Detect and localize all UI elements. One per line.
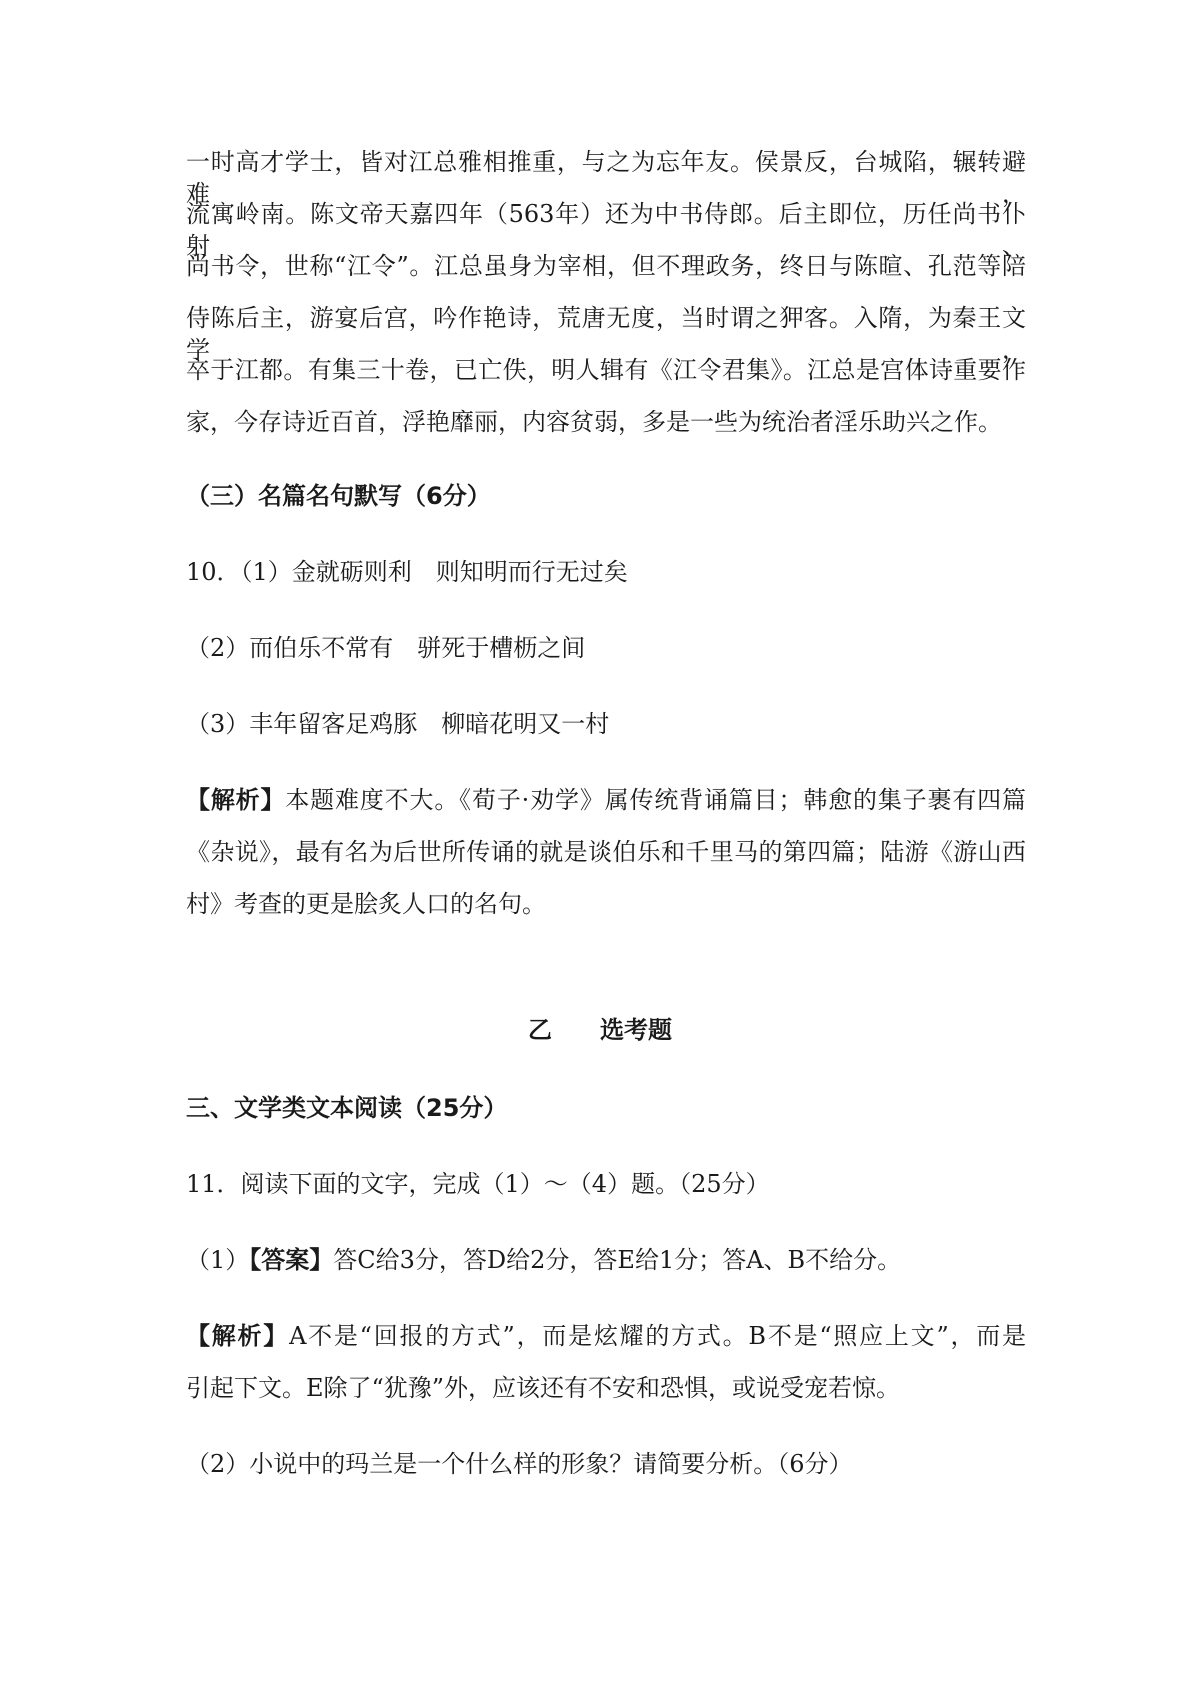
q10-analysis-line-3: 村》考查的更是脍炙人口的名句。 [186, 890, 546, 918]
bio-line-1: 一时高才学士，皆对江总雅相推重，与之为忘年友。侯景反，台城陷，辗转避难， [186, 148, 1026, 208]
q11-1-answer [186, 1244, 901, 1276]
q11-1-analysis-line-2: 引起下文。E除了“犹豫”外，应该还有不安和恐惧，或说受宠若惊。 [186, 1374, 901, 1402]
bio-line-4: 侍陈后主，游宴后宫，吟作艳诗，荒唐无度，当时谓之狎客。入隋，为秦王文学， [186, 304, 1026, 364]
bio-line-5: 卒于江都。有集三十卷，已亡佚，明人辑有《江令君集》。江总是宫体诗重要作 [186, 356, 1026, 384]
q11-analysis-text-1: A不是“回报的方式”，而是炫耀的方式。B不是“照应上文”，而是 [289, 1322, 1027, 1350]
q10-line-3: （3）丰年留客足鸡豚 柳暗花明又一村 [186, 710, 610, 738]
q11-2-question: （2）小说中的玛兰是一个什么样的形象？请简要分析。（6分） [186, 1450, 853, 1478]
part-b-section-heading: 三、文学类文本阅读（25分） [186, 1094, 508, 1122]
bio-line-3: 尚书令，世称“江令”。江总虽身为宰相，但不理政务，终日与陈暄、孔范等陪 [186, 252, 1026, 280]
q11-analysis-tag: 【解析】 [186, 1322, 290, 1350]
q11-1-analysis-line-1 [186, 1320, 1026, 1352]
q10-analysis-line-2: 《杂说》，最有名为后世所传诵的就是谈伯乐和千里马的第四篇；陆游《游山西 [186, 838, 1026, 866]
q10-line-1: 10．（1）金就砺则利 则知明而行无过矣 [186, 558, 628, 586]
part-b-title: 乙 选考题 [528, 1016, 672, 1044]
q11-intro: 11．阅读下面的文字，完成（1）～（4）题。（25分） [186, 1170, 770, 1198]
q11-1-prefix: （1） [186, 1246, 250, 1274]
section3-heading: （三）名篇名句默写（6分） [186, 482, 491, 510]
analysis-text-1: 本题难度不大。《荀子·劝学》属传统背诵篇目；韩愈的集子裹有四篇 [285, 786, 1026, 814]
analysis-tag: 【解析】 [186, 786, 286, 814]
q10-line-2: （2）而伯乐不常有 骈死于槽枥之间 [186, 634, 586, 662]
answer-tag: 【答案】 [249, 1246, 334, 1274]
q10-analysis-line-1 [186, 784, 1026, 816]
bio-line-6: 家，今存诗近百首，浮艳靡丽，内容贫弱，多是一些为统治者淫乐助兴之作。 [186, 408, 1002, 436]
q11-1-text: 答C给3分，答D给2分，答E给1分；答A、B不给分。 [333, 1246, 902, 1274]
bio-line-2: 流寓岭南。陈文帝天嘉四年（563年）还为中书侍郎。后主即位，历任尚书仆射、 [186, 200, 1026, 260]
